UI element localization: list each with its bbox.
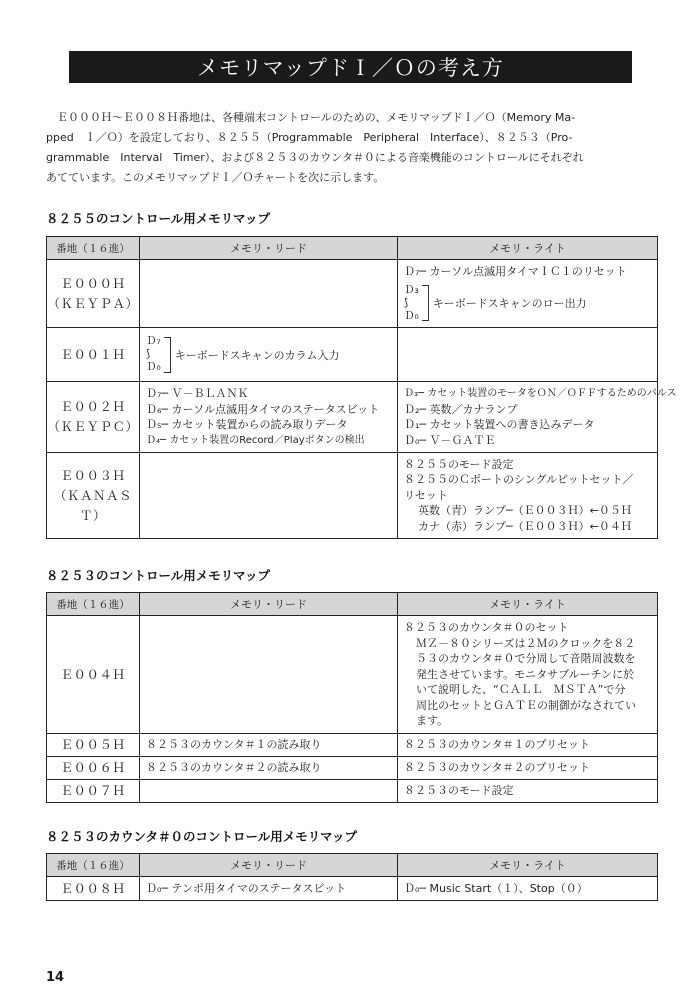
write-cell: Ｄ₇─ カーソル点滅用タイマＩＣ１のリセット Ｄ₃ ⟆ Ｄ₀ キーボードスキャンのロー出力 xyxy=(398,260,658,328)
header-read: メモリ・リード xyxy=(140,854,398,877)
table-row xyxy=(47,780,658,803)
write-cell: ８２５３のカウンタ＃１のプリセット xyxy=(398,734,658,757)
header-read: メモリ・リード xyxy=(140,237,398,260)
intro-line: grammable Interval Timer）、および８２５３のカウンタ＃０による音楽機能のコントロールにそれぞれ xyxy=(46,151,584,164)
read-cell: ８２５３のカウンタ＃１の読み取り xyxy=(140,734,398,757)
section-title-counter0: ８２５３のカウンタ＃０のコントロール用メモリマップ xyxy=(46,829,358,844)
read-cell xyxy=(140,780,398,803)
bit-range-brace: Ｄ₇ ⟆ Ｄ₀ キーボードスキャンのカラム入力 xyxy=(146,335,340,373)
header-read: メモリ・リード xyxy=(140,593,398,616)
address-cell: Ｅ００２Ｈ （ＫＥＹＰＣ） xyxy=(47,382,140,453)
read-cell xyxy=(140,616,398,734)
read-cell xyxy=(140,328,398,382)
write-cell: ８２５３のカウンタ＃０のセット ＭＺ－８０シリーズは２Ｍのクロックを８２ ５３のカウンタ＃０で分周して音階周波数を 発生させています。モニタサブルーチンに於 いて説明した、“ＣＡＬＬ ＭＳＴＡ”で分 周比のセットとＧＡＴＥの制御がなされてい ます。 xyxy=(398,616,658,734)
address-cell: Ｅ００３Ｈ （ＫＡＮＡＳＴ） xyxy=(47,453,140,539)
read-cell xyxy=(140,260,398,328)
write-cell: ８２５３のカウンタ＃２のプリセット xyxy=(398,757,658,780)
header-address: 番地（１６進） xyxy=(47,854,140,877)
address-cell: Ｅ００４Ｈ xyxy=(47,616,140,734)
bit-range-brace: Ｄ₃ ⟆ Ｄ₀ キーボードスキャンのロー出力 xyxy=(404,283,587,322)
read-cell: Ｄ₀─ テンポ用タイマのステータスビット xyxy=(140,877,398,901)
table-row xyxy=(47,877,658,901)
table-row xyxy=(47,734,658,757)
table-row xyxy=(47,260,658,328)
header-write: メモリ・ライト xyxy=(398,237,658,260)
read-cell xyxy=(140,453,398,539)
write-cell xyxy=(398,328,658,382)
intro-paragraph xyxy=(46,108,658,188)
address-cell: Ｅ０００Ｈ （ＫＥＹＰＡ） xyxy=(47,260,140,328)
header-write: メモリ・ライト xyxy=(398,854,658,877)
table-row xyxy=(47,453,658,539)
write-cell: Ｄ₀─ Music Start（１）、Stop（０） xyxy=(398,877,658,901)
address-cell: Ｅ００５Ｈ xyxy=(47,734,140,757)
intro-line: pped Ｉ／Ｏ）を設定しており、８２５５（Programmable Peripheral Interface）、８２５３（Pro- xyxy=(46,131,573,144)
section-title-8253: ８２５３のコントロール用メモリマップ xyxy=(46,568,271,583)
intro-line: あてています。このメモリマップドＩ／Ｏチャートを次に示します。 xyxy=(46,171,385,184)
table-8253 xyxy=(46,592,658,803)
read-cell: ８２５３のカウンタ＃２の読み取り xyxy=(140,757,398,780)
header-write: メモリ・ライト xyxy=(398,593,658,616)
write-cell: ８２５３のモード設定 xyxy=(398,780,658,803)
address-cell: Ｅ００１Ｈ xyxy=(47,328,140,382)
table-counter0 xyxy=(46,853,658,901)
section-title-8255: ８２５５のコントロール用メモリマップ xyxy=(46,211,271,226)
write-cell: ８２５５のモード設定 ８２５５のＣポートのシングルビットセット／ リセット 英数（青）ランプ─（Ｅ００３Ｈ）←０５Ｈ カナ（赤）ランプ─（Ｅ００３Ｈ）←０４Ｈ xyxy=(398,453,658,539)
address-cell: Ｅ００８Ｈ xyxy=(47,877,140,901)
page-number: 14 xyxy=(46,970,65,985)
read-cell: Ｄ₇─ Ｖ－ＢＬＡＮＫ Ｄ₆─ カーソル点滅用タイマのステータスビット Ｄ₅─ カセット装置からの読み取りデータ Ｄ₄─ カセット装置のRecord／Playボタンの検出 xyxy=(140,382,398,453)
table-row xyxy=(47,382,658,453)
header-address: 番地（１６進） xyxy=(47,593,140,616)
header-address: 番地（１６進） xyxy=(47,237,140,260)
page-title: メモリマップドＩ／Ｏの考え方 xyxy=(69,51,632,83)
table-row xyxy=(47,757,658,780)
address-cell: Ｅ００６Ｈ xyxy=(47,757,140,780)
table-8255 xyxy=(46,236,677,539)
table-row xyxy=(47,616,658,734)
table-row xyxy=(47,328,658,382)
write-cell: Ｄ₃─ カセット装置のモータをＯＮ／ＯＦＦするためのパルス Ｄ₂─ 英数／カナランプ Ｄ₁─ カセット装置への書き込みデータ Ｄ₀─ Ｖ－ＧＡＴＥ xyxy=(398,382,658,453)
address-cell: Ｅ００７Ｈ xyxy=(47,780,140,803)
intro-line: Ｅ０００Ｈ～Ｅ００８Ｈ番地は、各種端末コントロールのための、メモリマップドＩ／Ｏ（Memory Ma- xyxy=(46,111,576,124)
